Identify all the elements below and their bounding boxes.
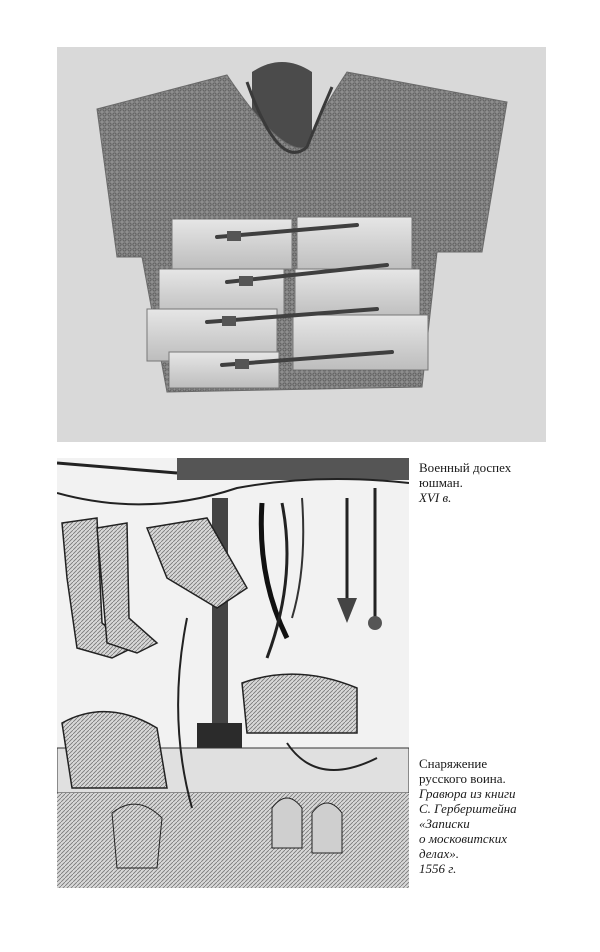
caption-equipment-line3: Гравюра из книги (419, 786, 516, 801)
caption-equipment-line5: «Записки (419, 816, 470, 831)
equipment-engraving (57, 458, 409, 888)
caption-equipment-line2: русского воина. (419, 771, 506, 786)
caption-armor-line2: юшман. (419, 475, 463, 490)
caption-armor-line1: Военный доспех (419, 460, 512, 475)
caption-equipment-line4: С. Герберштейна (419, 801, 517, 816)
armor-photo (57, 47, 546, 442)
caption-armor (419, 460, 589, 505)
caption-equipment-line7: делах». (419, 846, 460, 861)
caption-equipment-line6: о московитских (419, 831, 508, 846)
caption-armor-date: XVI в. (419, 490, 452, 505)
caption-equipment-date: 1556 г. (419, 861, 457, 876)
caption-equipment (419, 756, 589, 876)
caption-equipment-line1: Снаряжение (419, 756, 488, 771)
